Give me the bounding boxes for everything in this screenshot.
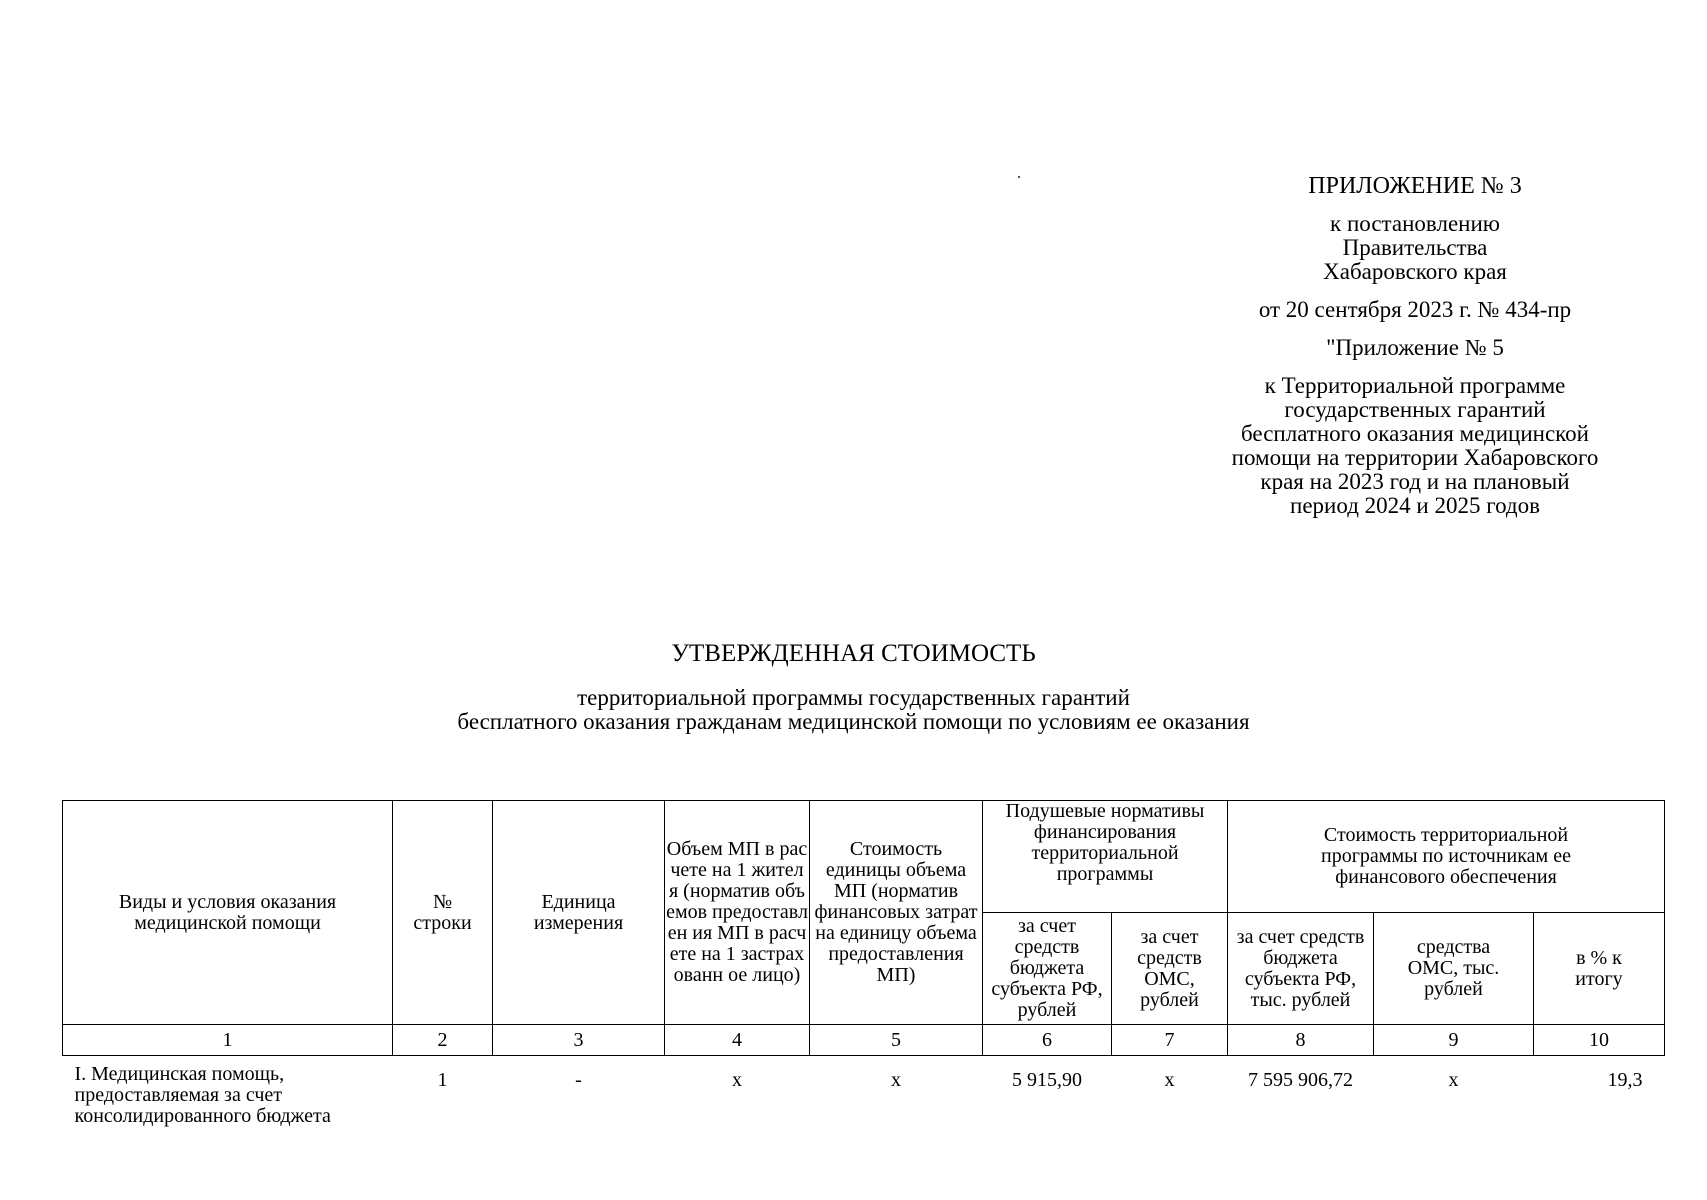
row-number: 1 (437, 1069, 448, 1091)
cost-table (62, 800, 1665, 1160)
appendix-title: ПРИЛОЖЕНИЕ № 3 (1308, 173, 1522, 199)
program-line-5: края на 2023 год и на плановый (1260, 469, 1570, 494)
program-line-6: период 2024 и 2025 годов (1290, 493, 1540, 518)
table-row (63, 1056, 1665, 1161)
header-volume: Объем МП в расчете на 1 жителя (норматив объемов предоставлен ия МП в расчете на 1 застрахованн ое лицо) (665, 801, 810, 1025)
row-cost-oms: x (1448, 1069, 1459, 1091)
quoted-appendix: "Приложение № 5 (1326, 335, 1504, 360)
program-line-4: помощи на территории Хабаровского (1231, 445, 1599, 470)
program-line-2: государственных гарантий (1284, 397, 1546, 422)
column-number: 6 (983, 1025, 1112, 1056)
header-cost-oms: средства ОМС, тыс. рублей (1374, 913, 1534, 1025)
column-number: 9 (1374, 1025, 1534, 1056)
column-number: 10 (1534, 1025, 1665, 1056)
row-cost-percent: 19,3 (1607, 1069, 1643, 1091)
row-unit: - (575, 1069, 582, 1091)
column-number-row (63, 1025, 1665, 1056)
program-line-3: бесплатного оказания медицинской (1241, 421, 1589, 446)
header-unit-cost: Стоимость единицы объема МП (норматив финансовых затрат на единицу объема предоставления МП) (810, 801, 983, 1025)
header-per-capita-budget: за счет средств бюджета субъекта РФ, рублей (983, 913, 1112, 1025)
column-number: 1 (63, 1025, 393, 1056)
header-cost-percent: в % к итогу (1534, 913, 1665, 1025)
header-per-capita-group: Подушевые нормативы финансирования территориальной программы (983, 801, 1228, 913)
scan-speck (1018, 176, 1020, 178)
header-cost-budget: за счет средств бюджета субъекта РФ, тыс. рублей (1228, 913, 1374, 1025)
header-per-capita-oms: за счет средств ОМС, рублей (1112, 913, 1228, 1025)
government: Правительства (1342, 235, 1488, 260)
row-unit-cost: x (891, 1069, 901, 1091)
title-main: УТВЕРЖДЕННАЯ СТОИМОСТЬ (671, 640, 1036, 667)
appendix-header (1175, 174, 1655, 518)
column-number: 2 (393, 1025, 493, 1056)
to-resolution: к постановлению (1330, 211, 1500, 236)
header-cost-group: Стоимость территориальной программы по источникам ее финансового обеспечения (1228, 801, 1665, 913)
row-per-capita-oms: x (1164, 1069, 1175, 1091)
header-row-no: № строки (393, 801, 493, 1025)
title-sub-line-1: территориальной программы государственных гарантий (577, 685, 1130, 710)
row-volume: x (732, 1069, 742, 1091)
region: Хабаровского края (1323, 259, 1507, 284)
column-number: 5 (810, 1025, 983, 1056)
header-unit: Единица измерения (493, 801, 665, 1025)
row-name: I. Медицинская помощь, предоставляемая за счет консолидированного бюджета (74, 1063, 331, 1127)
column-number: 3 (493, 1025, 665, 1056)
column-number: 8 (1228, 1025, 1374, 1056)
row-per-capita-budget: 5 915,90 (1012, 1069, 1082, 1091)
row-cost-budget: 7 595 906,72 (1248, 1069, 1353, 1091)
column-number: 7 (1112, 1025, 1228, 1056)
document-title (0, 640, 1707, 734)
program-line-1: к Территориальной программе (1264, 373, 1566, 398)
title-sub-line-2: бесплатного оказания гражданам медицинской помощи по условиям ее оказания (457, 709, 1250, 734)
date-number: от 20 сентября 2023 г. № 434-пр (1258, 297, 1572, 322)
header-kinds: Виды и условия оказания медицинской помощи (63, 801, 393, 1025)
column-number: 4 (665, 1025, 810, 1056)
